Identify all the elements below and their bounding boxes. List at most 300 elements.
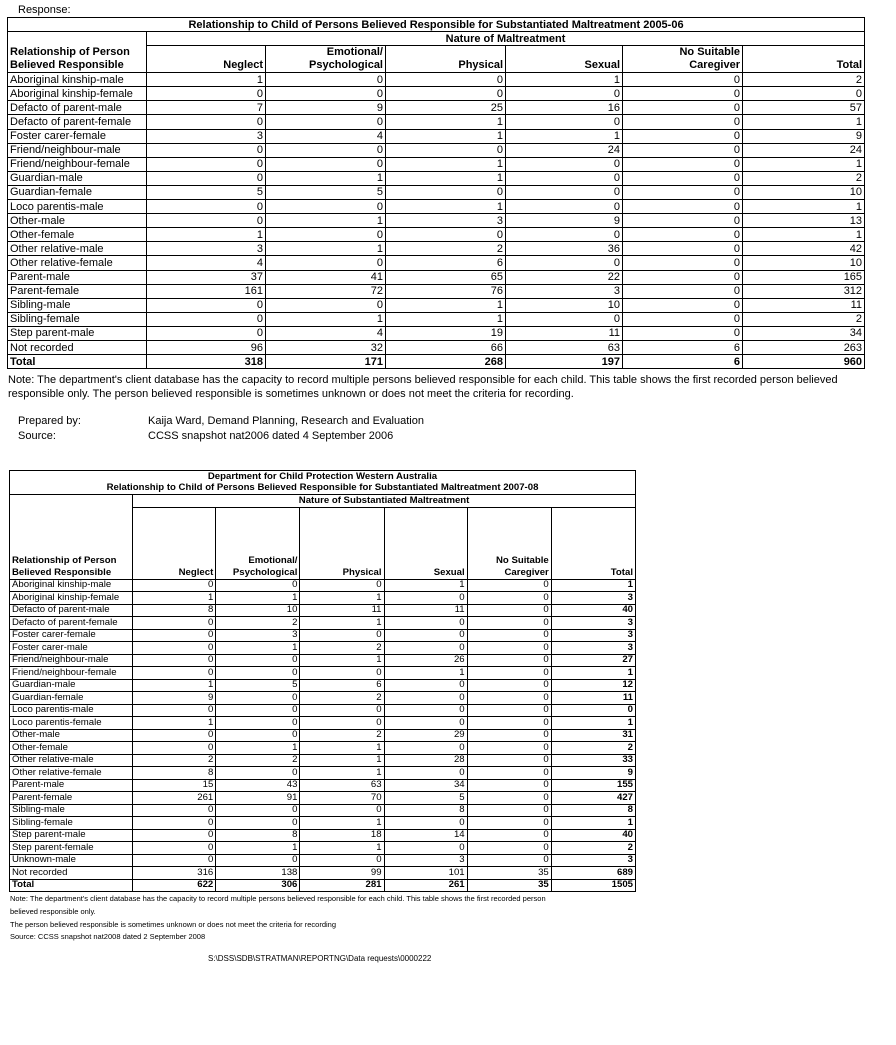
row-label: Loco parentis-male <box>8 200 147 214</box>
table-cell: 70 <box>300 792 384 805</box>
total-cell: 960 <box>743 355 865 369</box>
column-header: Total <box>743 46 865 73</box>
table-cell: 0 <box>623 214 743 228</box>
prepared-by-value: Kaija Ward, Demand Planning, Research and Evaluation <box>148 415 424 427</box>
table-cell: 0 <box>384 617 467 630</box>
table-cell: 0 <box>467 579 551 592</box>
table-cell: 6 <box>300 679 384 692</box>
table-row <box>10 854 636 867</box>
table-cell: 0 <box>551 704 635 717</box>
table-cell: 28 <box>384 754 467 767</box>
prepared-by-label: Prepared by: <box>18 415 81 427</box>
table-cell: 5 <box>266 185 386 199</box>
table-row <box>10 579 636 592</box>
column-header: Physical <box>300 507 384 579</box>
table-cell: 5 <box>216 679 300 692</box>
table-row <box>10 629 636 642</box>
table-cell: 91 <box>216 792 300 805</box>
row-label: Sibling-female <box>8 312 147 326</box>
table-cell: 4 <box>147 256 266 270</box>
table-cell: 0 <box>467 692 551 705</box>
table-cell: 0 <box>623 242 743 256</box>
table-cell: 0 <box>384 592 467 605</box>
row-label: Step parent-female <box>10 842 133 855</box>
row-label: Parent-female <box>8 284 147 298</box>
row-label: Aboriginal kinship-female <box>10 592 133 605</box>
table-cell: 6 <box>623 340 743 354</box>
table-cell: 0 <box>216 804 300 817</box>
table-row <box>10 604 636 617</box>
table-row <box>10 817 636 830</box>
table-cell: 0 <box>133 842 216 855</box>
table-cell: 1 <box>300 654 384 667</box>
table-cell: 25 <box>386 101 506 115</box>
table-cell: 0 <box>300 579 384 592</box>
table-cell: 8 <box>133 604 216 617</box>
table-cell: 0 <box>467 742 551 755</box>
table-cell: 1 <box>551 579 635 592</box>
row-label: Not recorded <box>8 340 147 354</box>
table-cell: 3 <box>551 854 635 867</box>
table-cell: 0 <box>623 115 743 129</box>
table-cell: 0 <box>384 679 467 692</box>
table-cell: 11 <box>506 326 623 340</box>
table-cell: 0 <box>467 617 551 630</box>
table-cell: 0 <box>216 667 300 680</box>
table-cell: 261 <box>133 792 216 805</box>
table-cell: 13 <box>743 214 865 228</box>
table-cell: 2 <box>300 729 384 742</box>
table-cell: 427 <box>551 792 635 805</box>
table-row <box>10 692 636 705</box>
table-cell: 0 <box>384 717 467 730</box>
table-cell: 0 <box>467 592 551 605</box>
table-cell: 0 <box>386 143 506 157</box>
table-cell: 27 <box>551 654 635 667</box>
row-label: Other relative-female <box>10 767 133 780</box>
table-cell: 0 <box>216 767 300 780</box>
table-cell: 4 <box>266 129 386 143</box>
table-cell: 33 <box>551 754 635 767</box>
table-cell: 312 <box>743 284 865 298</box>
table-row <box>8 157 865 171</box>
table-cell: 0 <box>147 200 266 214</box>
table2-note-line: Source: CCSS snapshot nat2008 dated 2 September 2008 <box>10 932 206 941</box>
total-cell: 171 <box>266 355 386 369</box>
table-row <box>10 592 636 605</box>
row-label: Sibling-female <box>10 817 133 830</box>
table-cell: 0 <box>623 101 743 115</box>
table-row <box>10 729 636 742</box>
table-cell: 0 <box>386 87 506 101</box>
row-label: Other-female <box>8 228 147 242</box>
table-row <box>10 679 636 692</box>
table-cell: 0 <box>300 804 384 817</box>
table-cell: 10 <box>743 256 865 270</box>
table-cell: 1 <box>384 667 467 680</box>
table-row <box>8 101 865 115</box>
table-cell: 0 <box>266 298 386 312</box>
table-cell: 0 <box>384 692 467 705</box>
total-cell: 261 <box>384 879 467 892</box>
table-cell: 0 <box>506 200 623 214</box>
table-cell: 138 <box>216 867 300 880</box>
column-header: Emotional/ Psychological <box>216 507 300 579</box>
table-row <box>10 667 636 680</box>
table-row <box>8 200 865 214</box>
table1-row-header: Relationship of Person Believed Responsible <box>8 32 147 73</box>
table2-note-line: believed responsible only. <box>10 907 96 916</box>
total-label: Total <box>8 355 147 369</box>
table-cell: 2 <box>743 171 865 185</box>
table-cell: 0 <box>467 717 551 730</box>
table-cell: 1 <box>386 200 506 214</box>
table-cell: 1 <box>266 312 386 326</box>
table1-title: Relationship to Child of Persons Believed Responsible for Substantiated Maltreatment 2005-06 <box>8 18 865 32</box>
table-cell: 0 <box>386 228 506 242</box>
table-cell: 1 <box>743 157 865 171</box>
table-cell: 1 <box>300 817 384 830</box>
row-label: Other-male <box>10 729 133 742</box>
table-row <box>8 256 865 270</box>
table-cell: 0 <box>300 717 384 730</box>
table-cell: 0 <box>623 157 743 171</box>
table-cell: 2 <box>216 617 300 630</box>
table-cell: 316 <box>133 867 216 880</box>
table-row <box>8 129 865 143</box>
table-cell: 0 <box>266 200 386 214</box>
table-cell: 0 <box>467 767 551 780</box>
table-cell: 1 <box>216 642 300 655</box>
table-cell: 11 <box>743 298 865 312</box>
row-label: Step parent-male <box>10 829 133 842</box>
file-path: S:\DSS\SDB\STRATMAN\REPORTNG\Data requests\0000222 <box>208 954 432 963</box>
table-row <box>10 704 636 717</box>
table-row <box>10 842 636 855</box>
table-cell: 0 <box>623 284 743 298</box>
table-cell: 0 <box>216 717 300 730</box>
table-cell: 0 <box>133 579 216 592</box>
table1-note: Note: The department's client database has the capacity to record multiple persons believed responsible for each child. This table shows the first recorded person believed responsible only. The person believed responsible is sometimes unknown or does not meet the criteria for recording. <box>8 374 838 400</box>
table-cell: 0 <box>506 256 623 270</box>
table-cell: 0 <box>216 817 300 830</box>
table-cell: 0 <box>133 704 216 717</box>
table2-note-line: The person believed responsible is sometimes unknown or does not meet the criteria for recording <box>10 920 337 929</box>
column-header: Neglect <box>133 507 216 579</box>
table-cell: 24 <box>506 143 623 157</box>
row-label: Step parent-male <box>8 326 147 340</box>
table-cell: 0 <box>384 742 467 755</box>
row-label: Aboriginal kinship-female <box>8 87 147 101</box>
table-cell: 3 <box>551 617 635 630</box>
total-cell: 622 <box>133 879 216 892</box>
table-cell: 1 <box>216 842 300 855</box>
table-cell: 3 <box>506 284 623 298</box>
column-header: Sexual <box>506 46 623 73</box>
table-cell: 7 <box>147 101 266 115</box>
row-label: Guardian-male <box>8 171 147 185</box>
table-cell: 1 <box>133 679 216 692</box>
column-header: Emotional/ Psychological <box>266 46 386 73</box>
table2-note-line: Note: The department's client database has the capacity to record multiple persons believed responsible for each child. This table shows the first recorded person <box>10 894 546 903</box>
table-cell: 1 <box>300 592 384 605</box>
table-cell: 0 <box>133 854 216 867</box>
table-cell: 0 <box>467 854 551 867</box>
table-cell: 2 <box>216 754 300 767</box>
source-value: CCSS snapshot nat2006 dated 4 September 2006 <box>148 430 394 442</box>
table-cell: 0 <box>216 854 300 867</box>
table-cell: 96 <box>147 340 266 354</box>
table-cell: 0 <box>147 312 266 326</box>
table-cell: 0 <box>133 804 216 817</box>
row-label: Defacto of parent-male <box>10 604 133 617</box>
table-cell: 0 <box>467 779 551 792</box>
table-cell: 0 <box>506 185 623 199</box>
table-cell: 0 <box>133 629 216 642</box>
table-cell: 5 <box>384 792 467 805</box>
table-cell: 1 <box>266 242 386 256</box>
table-cell: 0 <box>467 729 551 742</box>
table-cell: 10 <box>743 185 865 199</box>
table-cell: 0 <box>623 228 743 242</box>
table-cell: 1 <box>551 667 635 680</box>
table-cell: 3 <box>216 629 300 642</box>
table-cell: 2 <box>300 642 384 655</box>
table-cell: 1 <box>384 579 467 592</box>
table-cell: 63 <box>506 340 623 354</box>
table-cell: 1 <box>551 717 635 730</box>
row-label: Defacto of parent-female <box>10 617 133 630</box>
table-row <box>8 214 865 228</box>
table-cell: 1 <box>386 298 506 312</box>
table-cell: 0 <box>147 326 266 340</box>
column-header: No Suitable Caregiver <box>623 46 743 73</box>
table-cell: 2 <box>551 842 635 855</box>
table-cell: 0 <box>266 87 386 101</box>
table-cell: 161 <box>147 284 266 298</box>
row-label: Other-female <box>10 742 133 755</box>
table-cell: 22 <box>506 270 623 284</box>
table-cell: 0 <box>266 228 386 242</box>
table-cell: 0 <box>467 792 551 805</box>
table-cell: 0 <box>216 654 300 667</box>
table-cell: 2 <box>386 242 506 256</box>
table-cell: 29 <box>384 729 467 742</box>
table-cell: 0 <box>300 629 384 642</box>
row-label: Foster carer-male <box>10 642 133 655</box>
table-cell: 0 <box>384 629 467 642</box>
table-cell: 0 <box>623 298 743 312</box>
table-cell: 0 <box>133 654 216 667</box>
table-cell: 0 <box>133 667 216 680</box>
table-cell: 35 <box>467 867 551 880</box>
table-cell: 40 <box>551 829 635 842</box>
row-label: Other relative-female <box>8 256 147 270</box>
table-cell: 0 <box>300 854 384 867</box>
table-cell: 41 <box>266 270 386 284</box>
table-cell: 0 <box>266 115 386 129</box>
table-cell: 0 <box>386 73 506 87</box>
table-cell: 0 <box>506 157 623 171</box>
table-cell: 0 <box>147 171 266 185</box>
table-row <box>8 312 865 326</box>
row-label: Aboriginal kinship-male <box>8 73 147 87</box>
row-label: Other-male <box>8 214 147 228</box>
table-cell: 0 <box>147 157 266 171</box>
table-cell: 0 <box>467 754 551 767</box>
column-header: Neglect <box>147 46 266 73</box>
total-cell: 318 <box>147 355 266 369</box>
table-cell: 1 <box>386 171 506 185</box>
table-cell: 0 <box>133 729 216 742</box>
table-cell: 8 <box>133 767 216 780</box>
table-cell: 12 <box>551 679 635 692</box>
table-cell: 0 <box>384 704 467 717</box>
table-cell: 1 <box>300 767 384 780</box>
table-cell: 0 <box>133 817 216 830</box>
column-header: Sexual <box>384 507 467 579</box>
table-cell: 0 <box>506 228 623 242</box>
table-cell: 65 <box>386 270 506 284</box>
table2-org: Department for Child Protection Western Australia <box>10 471 636 483</box>
row-label: Friend/neighbour-male <box>10 654 133 667</box>
table-cell: 11 <box>384 604 467 617</box>
total-cell: 1505 <box>551 879 635 892</box>
table-cell: 263 <box>743 340 865 354</box>
table-cell: 689 <box>551 867 635 880</box>
table-cell: 0 <box>266 256 386 270</box>
maltreatment-table-2005-06 <box>7 17 865 369</box>
table-cell: 40 <box>551 604 635 617</box>
table-row <box>8 242 865 256</box>
table-cell: 26 <box>384 654 467 667</box>
table-cell: 10 <box>506 298 623 312</box>
row-label: Guardian-male <box>10 679 133 692</box>
total-cell: 306 <box>216 879 300 892</box>
table-cell: 0 <box>467 604 551 617</box>
table-cell: 0 <box>467 629 551 642</box>
table-cell: 0 <box>467 804 551 817</box>
total-cell: 268 <box>386 355 506 369</box>
table-cell: 3 <box>147 129 266 143</box>
table-row <box>8 171 865 185</box>
total-cell: 35 <box>467 879 551 892</box>
table-cell: 1 <box>300 617 384 630</box>
table1-group-header: Nature of Maltreatment <box>147 32 865 46</box>
table-cell: 101 <box>384 867 467 880</box>
table-cell: 9 <box>133 692 216 705</box>
table-cell: 0 <box>506 312 623 326</box>
table2-title: Relationship to Child of Persons Believed Responsible for Substantiated Maltreatment 2007-08 <box>10 483 636 495</box>
table-cell: 37 <box>147 270 266 284</box>
table-row <box>8 87 865 101</box>
table-cell: 0 <box>147 298 266 312</box>
row-label: Guardian-female <box>10 692 133 705</box>
table-row <box>10 792 636 805</box>
table-cell: 1 <box>386 157 506 171</box>
total-cell: 197 <box>506 355 623 369</box>
row-label: Unknown-male <box>10 854 133 867</box>
row-label: Other relative-male <box>10 754 133 767</box>
table-cell: 1 <box>386 115 506 129</box>
row-label: Aboriginal kinship-male <box>10 579 133 592</box>
row-label: Defacto of parent-male <box>8 101 147 115</box>
table-cell: 6 <box>386 256 506 270</box>
table-row <box>8 228 865 242</box>
table-cell: 57 <box>743 101 865 115</box>
table-cell: 3 <box>551 642 635 655</box>
row-label: Not recorded <box>10 867 133 880</box>
table-cell: 165 <box>743 270 865 284</box>
row-label: Friend/neighbour-female <box>10 667 133 680</box>
table-cell: 42 <box>743 242 865 256</box>
table-cell: 4 <box>266 326 386 340</box>
table-cell: 1 <box>300 842 384 855</box>
table-cell: 0 <box>506 87 623 101</box>
row-label: Defacto of parent-female <box>8 115 147 129</box>
table-cell: 1 <box>386 312 506 326</box>
table-cell: 0 <box>266 157 386 171</box>
table-cell: 99 <box>300 867 384 880</box>
table-cell: 0 <box>467 679 551 692</box>
table-row <box>8 143 865 157</box>
table-cell: 11 <box>300 604 384 617</box>
table-row <box>8 326 865 340</box>
table2-row-header: Relationship of Person Believed Responsible <box>10 495 133 580</box>
table-cell: 14 <box>384 829 467 842</box>
table-cell: 0 <box>623 185 743 199</box>
table-cell: 72 <box>266 284 386 298</box>
table-cell: 0 <box>467 642 551 655</box>
row-label: Other relative-male <box>8 242 147 256</box>
table-cell: 1 <box>216 742 300 755</box>
table-cell: 0 <box>266 143 386 157</box>
column-header: No Suitable Caregiver <box>467 507 551 579</box>
table-cell: 0 <box>266 73 386 87</box>
source-label: Source: <box>18 430 56 442</box>
table-cell: 0 <box>467 829 551 842</box>
table-row <box>10 742 636 755</box>
row-label: Sibling-male <box>8 298 147 312</box>
table-cell: 0 <box>467 654 551 667</box>
table-cell: 0 <box>623 200 743 214</box>
table-row <box>10 829 636 842</box>
table-cell: 0 <box>384 767 467 780</box>
table-row <box>8 284 865 298</box>
table-cell: 0 <box>216 692 300 705</box>
table-cell: 18 <box>300 829 384 842</box>
table-cell: 0 <box>384 817 467 830</box>
table-cell: 19 <box>386 326 506 340</box>
table-cell: 0 <box>216 579 300 592</box>
table-cell: 0 <box>384 642 467 655</box>
table-row <box>8 115 865 129</box>
table-cell: 3 <box>147 242 266 256</box>
table-row <box>10 767 636 780</box>
table-cell: 0 <box>467 667 551 680</box>
table-cell: 32 <box>266 340 386 354</box>
total-cell: 6 <box>623 355 743 369</box>
table-row <box>10 654 636 667</box>
table-row <box>10 754 636 767</box>
table-cell: 66 <box>386 340 506 354</box>
table-cell: 0 <box>216 729 300 742</box>
table-cell: 0 <box>506 115 623 129</box>
row-label: Foster carer-female <box>10 629 133 642</box>
table-cell: 0 <box>147 143 266 157</box>
table-cell: 3 <box>384 854 467 867</box>
table-row <box>10 717 636 730</box>
